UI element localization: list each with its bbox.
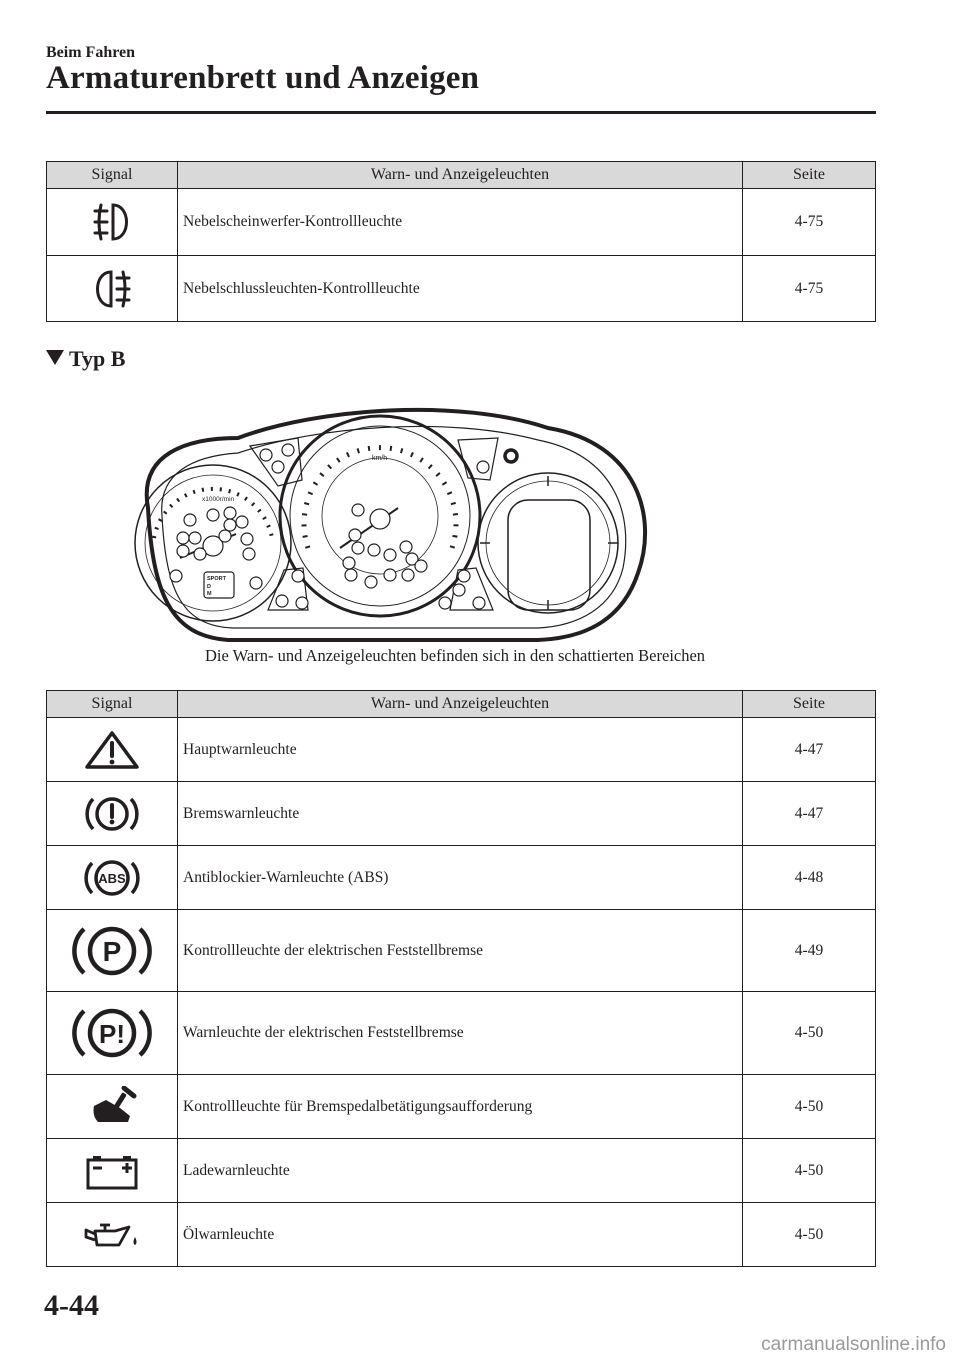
light-label: Ladewarnleuchte [178,1139,743,1203]
parking-brake-icon [68,919,156,983]
gear-d-label: D [207,584,211,590]
parking-brake-warning-icon [68,1001,156,1065]
header-page: Seite [743,691,876,718]
header-signal: Signal [47,162,178,189]
brake-warning-icon [81,791,143,837]
gear-m-label: M [207,591,212,597]
page-ref: 4-47 [743,718,876,782]
speedo-unit-label: km/h [372,455,388,462]
instrument-cluster-illustration [118,398,648,643]
svg-text:P: P [102,935,122,967]
abs-warning-icon [81,855,143,901]
table-row [47,910,876,992]
page-ref: 4-50 [743,1139,876,1203]
watermark: carmanualsonline.info [761,1334,946,1355]
light-label: Warnleuchte der elektrischen Feststellbremse [178,992,743,1075]
oil-can-icon [81,1215,143,1255]
table-row [47,846,876,910]
page-title: Armaturenbrett und Anzeigen [46,60,480,96]
svg-text:P!: P! [99,1019,125,1049]
front-fog-light-icon [87,199,137,245]
brake-pedal-icon [84,1086,140,1128]
table-row [47,992,876,1075]
light-label: Antiblockier-Warnleuchte (ABS) [178,846,743,910]
header-lights: Warn- und Anzeigeleuchten [178,691,743,718]
page-ref: 4-75 [743,189,876,256]
cluster-caption: Die Warn- und Anzeigeleuchten befinden sich in den schattierten Bereichen [205,646,706,665]
table-row [47,782,876,846]
page-ref: 4-50 [743,1075,876,1139]
light-label: Hauptwarnleuchte [178,718,743,782]
rear-fog-light-icon [87,266,137,312]
page-number: 4-44 [44,1289,99,1322]
table-row [47,256,876,322]
page-ref: 4-50 [743,992,876,1075]
page-ref: 4-50 [743,1203,876,1267]
page-ref: 4-75 [743,256,876,322]
page-ref: 4-48 [743,846,876,910]
page-ref: 4-47 [743,782,876,846]
light-label: Bremswarnleuchte [178,782,743,846]
light-label: Kontrollleuchte der elektrischen Feststellbremse [178,910,743,992]
header-signal: Signal [47,691,178,718]
light-label: Ölwarnleuchte [178,1203,743,1267]
light-label: Nebelschlussleuchten-Kontrollleuchte [178,256,743,322]
triangle-down-icon [46,350,64,365]
header-lights: Warn- und Anzeigeleuchten [178,162,743,189]
header-page: Seite [743,162,876,189]
table-row [47,189,876,256]
master-warning-icon [83,728,141,772]
light-label: Kontrollleuchte für Bremspedalbetätigungsaufforderung [178,1075,743,1139]
light-label: Nebelscheinwerfer-Kontrollleuchte [178,189,743,256]
title-rule [46,111,876,114]
page-ref: 4-49 [743,910,876,992]
signal-table-2 [46,690,876,1267]
svg-text:ABS: ABS [98,870,126,886]
type-heading: Typ B [46,346,125,372]
section-label: Beim Fahren [46,44,136,61]
signal-table-1 [46,161,876,322]
table-row [47,718,876,782]
table-row [47,1203,876,1267]
table-row [47,1075,876,1139]
tacho-unit-label: x1000r/min [202,496,235,503]
battery-icon [84,1151,140,1191]
table-row [47,1139,876,1203]
sport-label: SPORT [207,576,226,582]
